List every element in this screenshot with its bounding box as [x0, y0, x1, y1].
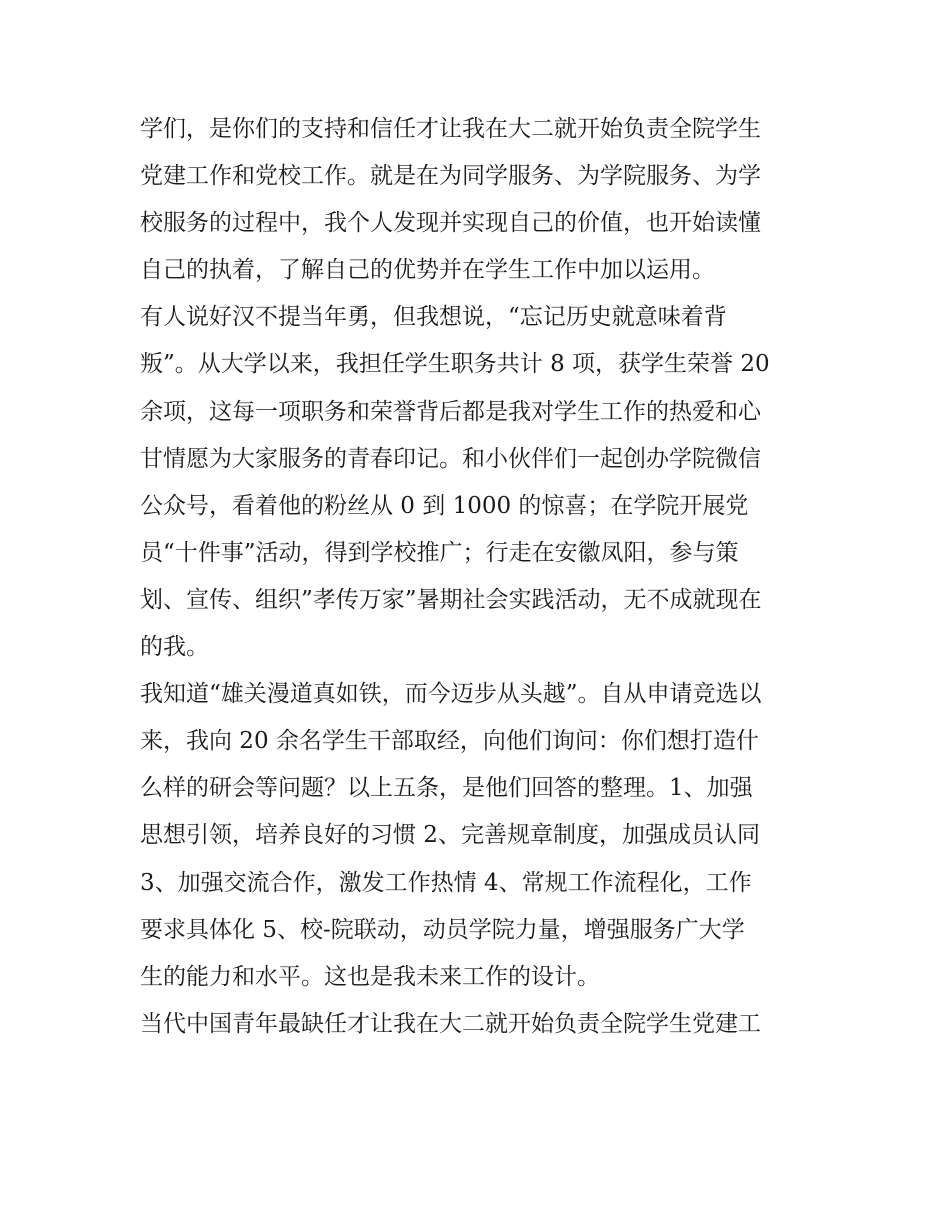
text-line: 公众号，看着他的粉丝从 0 到 1000 的惊喜；在学院开展党 [140, 492, 749, 519]
text-line: 员“十件事”活动，得到学校推广；行走在安徽凤阳，参与策 [140, 539, 739, 566]
text-line: 生的能力和水平。这也是我未来工作的设计。 [140, 963, 600, 990]
text-line: 有人说好汉不提当年勇，但我想说，“忘记历史就意味着背 [140, 304, 727, 331]
text-line: 当代中国青年最缺任才让我在大二就开始负责全院学生党建工 [140, 1010, 761, 1037]
text-line: 甘情愿为大家服务的青春印记。和小伙伴们一起创办学院微信 [140, 445, 761, 472]
body-text [140, 106, 830, 1048]
text-line: 学们，是你们的支持和信任才让我在大二就开始负责全院学生 [140, 116, 761, 142]
text-line: 的我。 [140, 634, 209, 661]
text-line: 党建工作和党校工作。就是在为同学服务、为学院服务、为学 [140, 163, 761, 190]
text-line: 叛”。从大学以来，我担任学生职务共计 8 项，获学生荣誉 20 [140, 351, 770, 378]
text-line: 3、加强交流合作，激发工作热情 4、常规工作流程化，工作 [140, 869, 752, 896]
text-line: 自己的执着，了解自己的优势并在学生工作中加以运用。 [140, 257, 715, 284]
text-line: 思想引领，培养良好的习惯 2、完善规章制度，加强成员认同 [140, 822, 760, 849]
text-line: 来，我向 20 余名学生干部取经，向他们询问：你们想打造什 [140, 728, 759, 755]
text-line: 么样的研会等问题？以上五条，是他们回答的整理。1、加强 [140, 775, 753, 802]
text-line: 我知道“雄关漫道真如铁，而今迈步从头越”。自从申请竞选以 [140, 681, 762, 708]
text-line: 要求具体化 5、校-院联动，动员学院力量，增强服务广大学 [140, 916, 745, 943]
text-line: 校服务的过程中，我个人发现并实现自己的价值，也开始读懂 [140, 210, 761, 237]
text-line: 余项，这每一项职务和荣誉背后都是我对学生工作的热爱和心 [140, 398, 761, 425]
text-line: 划、宣传、组织”孝传万家”暑期社会实践活动，无不成就现在 [140, 586, 762, 613]
